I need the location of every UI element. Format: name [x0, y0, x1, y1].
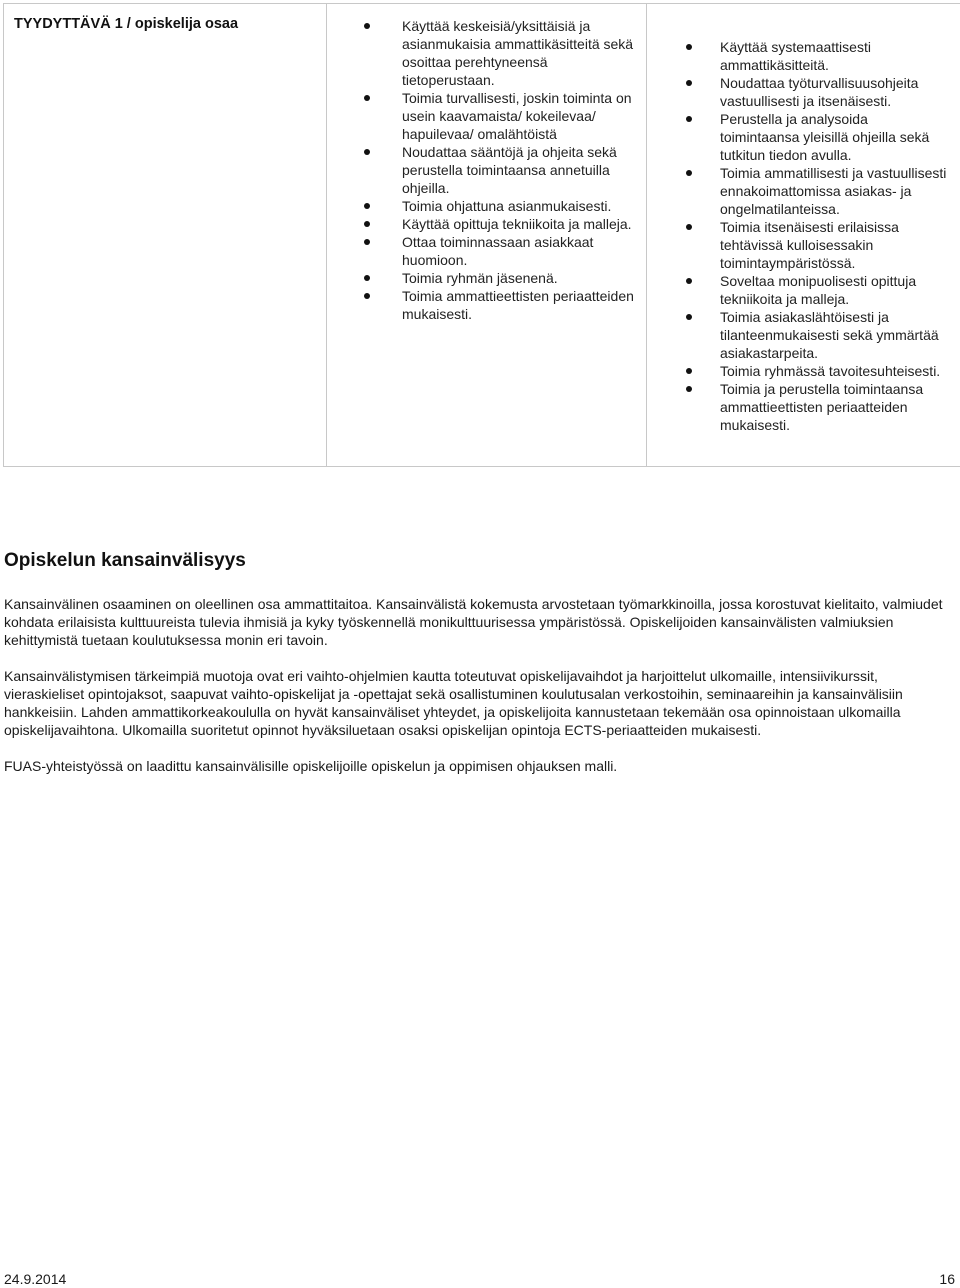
list-item — [720, 164, 951, 218]
list-item — [720, 362, 951, 380]
criteria-list-advanced — [647, 38, 960, 434]
bullet-icon — [364, 23, 370, 29]
list-item — [402, 143, 638, 197]
section-paragraph: Kansainvälistymisen tärkeimpiä muotoja ovat eri vaihto-ohjelmien kautta toteutuvat opiskelijavaihdot ja harjoittelut ulkomaille, intensiivikurssit, vieraskieliset opintojaksot, saapuvat vaihto-opiskelijat ja -opettajat sekä osallistuminen koulutusalan verkostoihin, seminaareihin ja kansainvälisiin hankkeisiin. Lahden ammattikorkeakoululla on hyvät kansainväliset yhteydet, ja opiskelijoita kannustetaan tekemään osa opinnoistaan ulkomailla opiskelijavaihtona. Ulkomailla suoritetut opinnot hyväksiluetaan osaksi opiskelijan opintoja ECTS-periaatteiden mukaisesti. — [4, 667, 956, 739]
page-number: 16 — [939, 1270, 955, 1288]
bullet-icon — [364, 149, 370, 155]
section-paragraph: Kansainvälinen osaaminen on oleellinen osa ammattitaitoa. Kansainvälistä kokemusta arvostetaan työmarkkinoilla, jossa korostuvat kielitaito, valmiudet kohdata erilaisista kulttuureista tulevia ihmisiä ja kyky työskennellä monikulttuurisessa ympäristössä. Opiskelijoiden kansainvälisten valmiuksien kehittymistä tuetaan koulutuksessa monin eri tavoin. — [4, 595, 956, 649]
bullet-icon — [364, 203, 370, 209]
list-item — [720, 308, 951, 362]
list-item-text: Perustella ja analysoida toimintaansa yleisillä ohjeilla sekä tutkitun tiedon avulla. — [720, 111, 929, 163]
list-item-text: Toimia ohjattuna asianmukaisesti. — [402, 198, 611, 214]
bullet-icon — [364, 239, 370, 245]
list-item — [402, 233, 638, 269]
list-item — [402, 287, 638, 323]
bullet-icon — [686, 224, 692, 230]
list-item-text: Toimia ammatillisesti ja vastuullisesti ennakoimattomissa asiakas- ja ongelmatilanteissa. — [720, 165, 946, 217]
list-item-text: Ottaa toiminnassaan asiakkaat huomioon. — [402, 234, 593, 268]
footer-date: 24.9.2014 — [4, 1270, 66, 1288]
list-item — [720, 272, 951, 308]
list-item — [720, 38, 951, 74]
list-item — [720, 110, 951, 164]
bullet-icon — [364, 275, 370, 281]
list-item-text: Toimia turvallisesti, joskin toiminta on usein kaavamaista/ kokeilevaa/ hapuilevaa/ omalähtöistä — [402, 90, 632, 142]
list-item-text: Noudattaa sääntöjä ja ohjeita sekä perustella toimintaansa annetuilla ohjeilla. — [402, 144, 617, 196]
bullet-icon — [686, 80, 692, 86]
list-item — [402, 197, 638, 215]
list-item-text: Toimia ja perustella toimintaansa ammattieettisten periaatteiden mukaisesti. — [720, 381, 923, 433]
table-row — [4, 4, 960, 467]
list-item-text: Käyttää opittuja tekniikoita ja malleja. — [402, 216, 632, 232]
bullet-icon — [364, 221, 370, 227]
bullet-icon — [686, 116, 692, 122]
level-title: TYYDYTTÄVÄ 1 / opiskelija osaa — [14, 15, 326, 33]
assessment-criteria-table — [3, 3, 960, 467]
list-item — [402, 215, 638, 233]
list-item — [402, 269, 638, 287]
list-item — [402, 17, 638, 89]
list-item-text: Toimia ammattieettisten periaatteiden mukaisesti. — [402, 288, 634, 322]
bullet-icon — [686, 314, 692, 320]
list-item-text: Noudattaa työturvallisuusohjeita vastuullisesti ja itsenäisesti. — [720, 75, 918, 109]
bullet-icon — [686, 368, 692, 374]
list-item-text: Soveltaa monipuolisesti opittuja tekniikoita ja malleja. — [720, 273, 916, 307]
section-paragraph: FUAS-yhteistyössä on laadittu kansainvälisille opiskelijoille opiskelun ja oppimisen ohjauksen malli. — [4, 757, 956, 775]
criteria-list-basic — [327, 17, 646, 323]
list-item-text: Käyttää keskeisiä/yksittäisiä ja asianmukaisia ammattikäsitteitä sekä osoittaa perehtyneensä tietoperustaan. — [402, 18, 633, 88]
bullet-icon — [686, 386, 692, 392]
list-item — [720, 380, 951, 434]
criteria-cell-advanced — [647, 4, 960, 467]
list-item — [720, 74, 951, 110]
list-item-text: Toimia asiakaslähtöisesti ja tilanteenmukaisesti sekä ymmärtää asiakastarpeita. — [720, 309, 939, 361]
bullet-icon — [364, 293, 370, 299]
list-item — [720, 218, 951, 272]
list-item-text: Toimia ryhmän jäsenenä. — [402, 270, 558, 286]
bullet-icon — [686, 278, 692, 284]
list-item-text: Toimia ryhmässä tavoitesuhteisesti. — [720, 363, 940, 379]
list-item-text: Toimia itsenäisesti erilaisissa tehtävissä kulloisessakin toimintaympäristössä. — [720, 219, 899, 271]
level-cell — [4, 4, 327, 467]
internationalization-section — [4, 548, 956, 793]
criteria-cell-basic — [327, 4, 647, 467]
list-item — [402, 89, 638, 143]
list-item-text: Käyttää systemaattisesti ammattikäsitteitä. — [720, 39, 871, 73]
section-heading: Opiskelun kansainvälisyys — [4, 548, 956, 574]
bullet-icon — [686, 170, 692, 176]
bullet-icon — [364, 95, 370, 101]
bullet-icon — [686, 44, 692, 50]
